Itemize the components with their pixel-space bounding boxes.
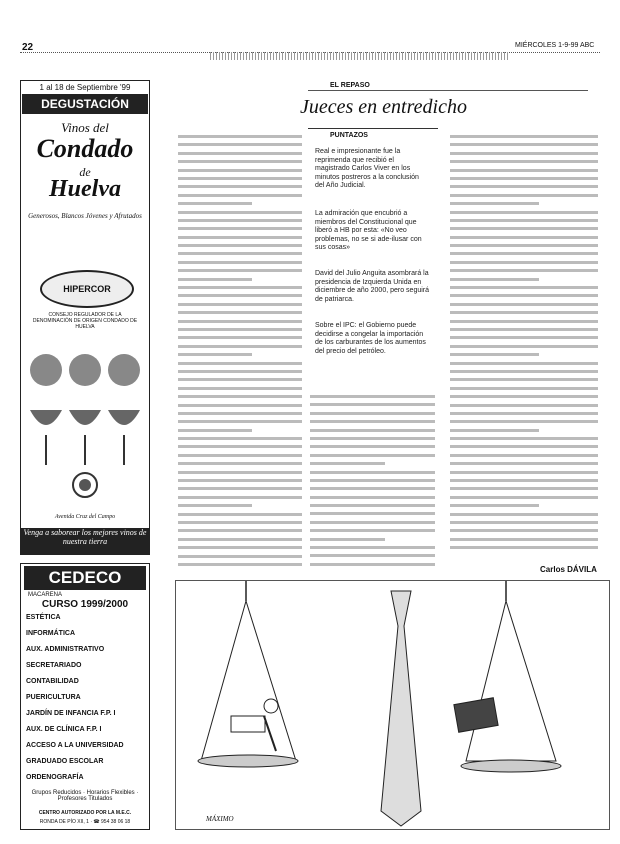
column-1-text [178, 135, 302, 566]
ad-date-line: 1 al 18 de Septiembre '99 [39, 83, 131, 92]
glass-1-icon [30, 354, 62, 465]
cedeco-footer-1: Grupos Reducidos · Horarios Flexibles · Profesores Titulados [31, 790, 139, 802]
cedeco-sub: MACARENA [28, 592, 63, 598]
wine-glasses-illustration [24, 340, 146, 470]
puntazo-1: Real e impresionante fue la reprimenda que recibió el magistrado Carlos Viver en los minutos postreros a la conclusión del Año Judicial. [315, 148, 419, 190]
cedeco-logo: CEDECO [24, 566, 146, 590]
article-column-2 [310, 395, 435, 575]
puntazo-3: David del Julio Anguita asombrará la presidencia de Izquierda Unida en diciembre de año 2000, pero seguirá de patriarca. [315, 270, 430, 303]
puntazo-2: La admiración que encubrió a miembros del Constitucional que liberó a HB por esta: «No veo problemas, no se si ade-ilusar con sus cosas» [315, 210, 422, 252]
article-column-1 [178, 135, 302, 575]
column-2-text [310, 395, 435, 566]
ad-org-line: CONSEJO REGULADOR DE LA DENOMINACIÓN DE ORIGEN CONDADO DE HUELVA [32, 312, 138, 330]
hipercor-logo [40, 270, 134, 308]
ad-script-2: Condado [36, 134, 134, 163]
ad-script-1: Vinos del [61, 120, 109, 135]
article-title: Jueces en entredicho [300, 96, 467, 118]
hipercor-label: HIPERCOR [63, 284, 111, 294]
cedeco-course-item: SECRETARIADO [26, 662, 82, 669]
left-lamp-icon [198, 581, 298, 767]
cedeco-course-item: PUERICULTURA [26, 694, 81, 701]
ad-banner: DEGUSTACIÓN [22, 94, 148, 114]
cedeco-address: RONDA DE PÍO XII, 1 · ☎ 954 38 06 18 [39, 819, 131, 825]
header-band [210, 52, 510, 60]
cedeco-course-item: AUX. ADMINISTRATIVO [26, 646, 105, 653]
ad-sponsor: Avenida Cruz del Campo [54, 514, 116, 520]
page-number: 22 [22, 42, 34, 53]
ad-script-3: de [79, 165, 91, 179]
tie-icon [381, 591, 421, 826]
glass-3-icon [108, 354, 140, 465]
right-lamp-icon [454, 581, 561, 772]
cedeco-course-item: INFORMÁTICA [26, 630, 75, 637]
cedeco-footer-2: CENTRO AUTORIZADO POR LA M.E.C. [38, 810, 132, 816]
cedeco-course: CURSO 1999/2000 [41, 599, 129, 610]
article-column-3 [450, 135, 598, 555]
column-3-text [450, 135, 598, 549]
cartoon-panel [175, 580, 610, 830]
puntazo-4: Sobre el IPC: el Gobierno puede decidirse a congelar la importación de los carburantes de los aumentos del precio del petróleo. [315, 322, 426, 355]
glass-2-icon [69, 354, 101, 465]
cedeco-course-item: JARDÍN DE INFANCIA F.P. I [26, 710, 116, 717]
issue-date: MIÉRCOLES 1-9-99 ABC [515, 42, 595, 49]
cedeco-course-item: AUX. DE CLÍNICA F.P. I [26, 726, 102, 733]
puntazos-title: PUNTAZOS [330, 132, 368, 139]
cedeco-course-item: CONTABILIDAD [26, 678, 79, 685]
cartoon-signature: MÁXIMO [206, 815, 234, 823]
consejo-seal-icon [72, 472, 98, 498]
cedeco-course-item: GRADUADO ESCOLAR [26, 758, 104, 765]
ad-script-4: Huelva [49, 176, 121, 202]
article-signature: Carlos DÁVILA [540, 565, 597, 574]
kicker-rule [308, 90, 588, 91]
article-kicker: EL REPASO [330, 82, 370, 89]
cartoon-drawing [176, 581, 609, 829]
cedeco-course-item: ACCESO A LA UNIVERSIDAD [26, 742, 124, 749]
ad-slogan: Venga a saborear los mejores vinos de nuestra tierra [21, 528, 149, 554]
ad-subtitle: Generosos, Blancos Jóvenes y Afrutados [28, 212, 142, 220]
cedeco-course-item: ORDENOGRAFÍA [26, 774, 84, 781]
cedeco-course-item: ESTÉTICA [26, 614, 61, 621]
